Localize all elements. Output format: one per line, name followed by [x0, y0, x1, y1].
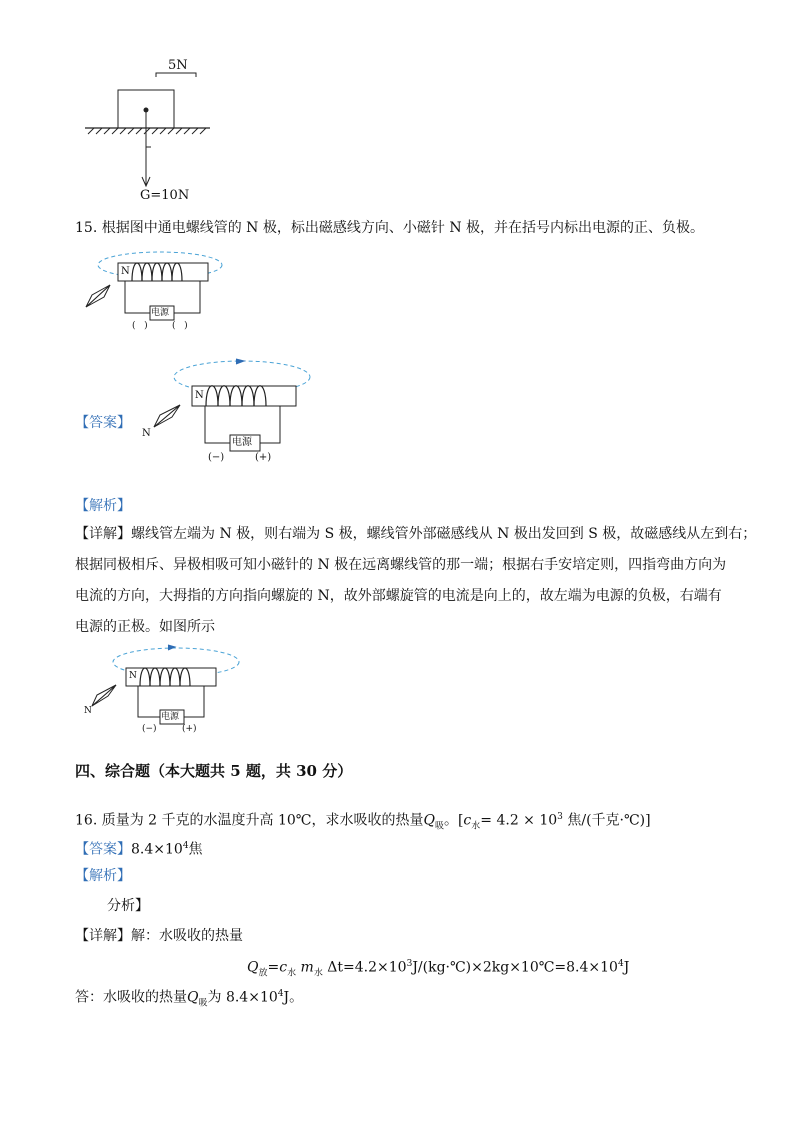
q16-answer-exponent: 4 [182, 841, 189, 851]
positive-sign: (+) [255, 452, 272, 463]
eq-part-3: J [623, 959, 630, 976]
q15-analysis-figure [80, 640, 240, 740]
eq-c-symbol: =c [267, 959, 288, 976]
q15-detail-line-2: 根据同极相斥、异极相吸可知小磁针的 N 极在远离螺线管的那一端；根据右手安培定则，四指弯曲方向为 [75, 557, 727, 573]
source-label: 电源 [161, 712, 180, 722]
needle-n-label: N [142, 428, 151, 439]
conclusion-suffix: J。 [283, 989, 304, 1006]
compass-needle [92, 685, 116, 706]
ground-hatching [88, 128, 206, 134]
q16-analysis-tag: 【解析】 [75, 868, 131, 884]
eq-q-subscript: 放 [258, 968, 268, 979]
positive-sign: (+) [182, 724, 197, 734]
q15-analysis-svg [80, 640, 240, 740]
negative-sign: (−) [208, 452, 225, 463]
conclusion-prefix: 答：水吸收的热量 [75, 989, 187, 1006]
q16-question [75, 807, 651, 836]
source-label: 电源 [151, 308, 170, 318]
q15-solenoid-figure [80, 245, 230, 340]
force-diagram-svg [80, 55, 220, 205]
field-direction-arrow [236, 359, 244, 364]
q16-c-symbol: c [463, 812, 472, 829]
q16-c-exponent: 3 [557, 812, 563, 822]
q15-answer-svg [140, 355, 320, 470]
q15-detail-line-1: 【详解】螺线管左端为 N 极，则右端为 S 极，螺线管外部磁感线从 N 极出发回到 S 极，故磁感线从左到右； [75, 526, 757, 542]
conclusion-exponent: 4 [277, 989, 284, 999]
q15-question: 15. 根据图中通电螺线管的 N 极，标出磁感线方向、小磁针 N 极，并在括号内标出电源的正、负极。 [75, 220, 705, 236]
pole-label: N [195, 390, 204, 401]
conclusion-q-symbol: Q [187, 989, 199, 1006]
q16-c-value: = 4.2 × 10 [480, 812, 558, 829]
q16-q-mid: 。[ [443, 812, 464, 829]
q16-answer-value: 8.4×10 [131, 841, 183, 858]
q16-equation [247, 954, 629, 983]
q15-solenoid-svg [80, 245, 230, 340]
eq-q-symbol: Q [247, 959, 259, 976]
compass-needle [154, 405, 180, 427]
section-4-title: 四、综合题（本大题共 5 题，共 30 分） [75, 762, 353, 780]
q16-detail: 【详解】解：水吸收的热量 [75, 928, 243, 944]
pole-label: N [129, 671, 137, 681]
source-label: 电源 [232, 437, 252, 448]
q16-c-unit: 焦/(千克·℃)] [562, 812, 651, 829]
conclusion-mid: 为 8.4×10 [207, 989, 278, 1006]
scale-label: 5N [168, 58, 188, 73]
negative-sign: (−) [142, 724, 157, 734]
eq-exponent-2: 4 [617, 959, 624, 969]
gravity-label: G=10N [140, 188, 190, 203]
q16-answer-unit: 焦 [188, 841, 203, 858]
q16-fenxi: 分析】 [107, 898, 149, 914]
q16-c-subscript: 水 [471, 821, 481, 832]
eq-part-1: Δt=4.2×10 [322, 959, 407, 976]
conclusion-q-subscript: 吸 [198, 998, 208, 1009]
needle-n-label: N [84, 706, 92, 716]
q16-question-text: 16. 质量为 2 千克的水温度升高 10℃，求水吸收的热量 [75, 812, 424, 829]
q16-conclusion [75, 984, 303, 1013]
q15-detail-line-3: 电流的方向，大拇指的方向指向螺旋的 N，故外部螺旋管的电流是向上的，故左端为电源的负极，右端有 [75, 588, 722, 604]
eq-c-subscript: 水 [287, 968, 297, 979]
left-paren: ( ) [132, 321, 148, 331]
force-diagram [80, 55, 220, 205]
q16-answer-tag: 【答案】 [75, 841, 131, 858]
right-paren: ( ) [172, 321, 188, 331]
q15-detail-line-4: 电源的正极。如图所示 [75, 619, 215, 635]
eq-m-subscript: 水 [313, 968, 323, 979]
q16-q-subscript: 吸 [434, 821, 444, 832]
q15-answer-tag: 【答案】 [75, 415, 131, 431]
pole-label: N [121, 266, 130, 277]
field-direction-arrow [168, 645, 175, 650]
q15-answer-figure [140, 355, 320, 470]
q15-analysis-tag: 【解析】 [75, 498, 131, 514]
q16-answer [75, 836, 203, 860]
eq-part-2: J/(kg·℃)×2kg×10℃=8.4×10 [412, 959, 618, 976]
compass-needle [86, 285, 110, 307]
q16-q-symbol: Q [423, 812, 435, 829]
eq-m-symbol: m [296, 959, 314, 976]
eq-exponent-1: 3 [406, 959, 413, 969]
